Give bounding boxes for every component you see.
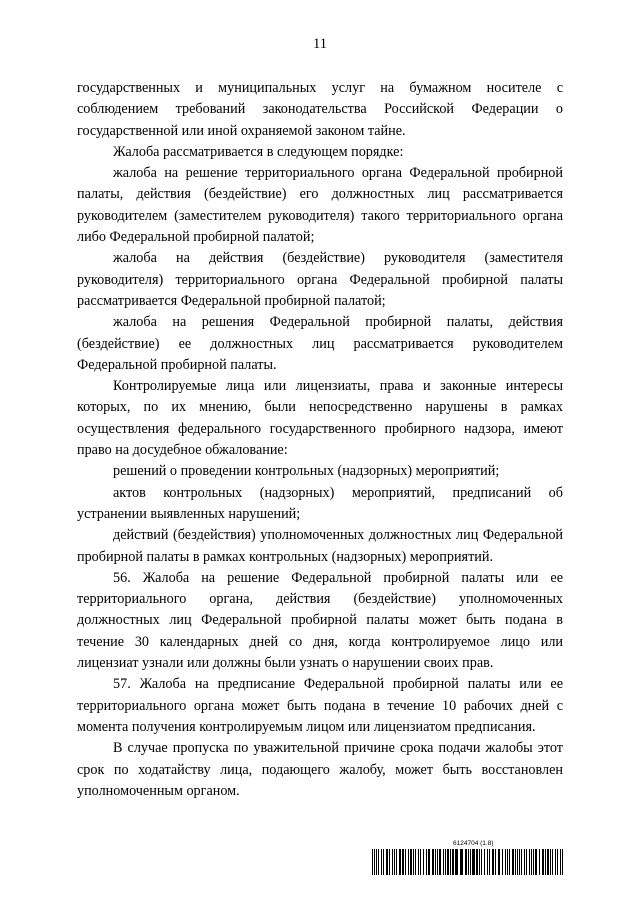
paragraph: актов контрольных (надзорных) мероприятий, предписаний об устранении выявленных нарушений; xyxy=(77,484,563,522)
paragraph: жалоба на действия (бездействие) руководителя (заместителя руководителя) территориального органа Федеральной пробирной палаты рассматривается Федеральной пробирной палатой; xyxy=(77,250,563,309)
paragraph: государственных и муниципальных услуг на бумажном носителе с соблюдением требований законодательства Российской Федерации о государственной или иной охраняемой законом тайне. xyxy=(77,80,563,139)
paragraph: жалоба на решение территориального органа Федеральной пробирной палаты, действия (бездействие) его должностных лиц рассматривается руководителем (заместителем руководителя) такого территориального органа либо Федеральной пробирной палатой; xyxy=(77,165,563,246)
page-number: 11 xyxy=(313,36,327,52)
paragraph: решений о проведении контрольных (надзорных) мероприятий; xyxy=(113,463,500,480)
document-body xyxy=(77,78,563,802)
paragraph: 56. Жалоба на решение Федеральной пробирной палаты или ее территориального органа, действия (бездействие) уполномоченных должностных лиц Федеральной пробирной палаты может быть подана в течение 30 календарных дней со дня, когда контролируемое лицо или лицензиат узнали или должны были узнать о нарушении своих прав. xyxy=(77,569,563,672)
paragraph: действий (бездействия) уполномоченных должностных лиц Федеральной пробирной палаты в рамках контрольных (надзорных) мероприятий. xyxy=(77,527,563,565)
barcode-icon xyxy=(372,849,563,875)
paragraph: В случае пропуска по уважительной причине срока подачи жалобы этот срок по ходатайству лица, подающего жалобу, может быть восстановлен уполномоченным органом. xyxy=(77,740,563,799)
paragraph: Жалоба рассматривается в следующем порядке: xyxy=(113,143,404,160)
paragraph: Контролируемые лица или лицензиаты, права и законные интересы которых, по их мнению, были непосредственно нарушены в рамках осуществления федерального государственного пробирного надзора, имеют право на досудебное обжалование: xyxy=(77,378,563,459)
paragraph: 57. Жалоба на предписание Федеральной пробирной палаты или ее территориального органа может быть подана в течение 10 рабочих дней с момента получения контролируемым лицом или лицензиатом предписания. xyxy=(77,676,563,735)
document-code: 6124704 (1.8) xyxy=(453,840,494,847)
paragraph: жалоба на решения Федеральной пробирной палаты, действия (бездействие) ее должностных лиц рассматривается руководителем Федеральной пробирной палаты. xyxy=(77,314,563,373)
